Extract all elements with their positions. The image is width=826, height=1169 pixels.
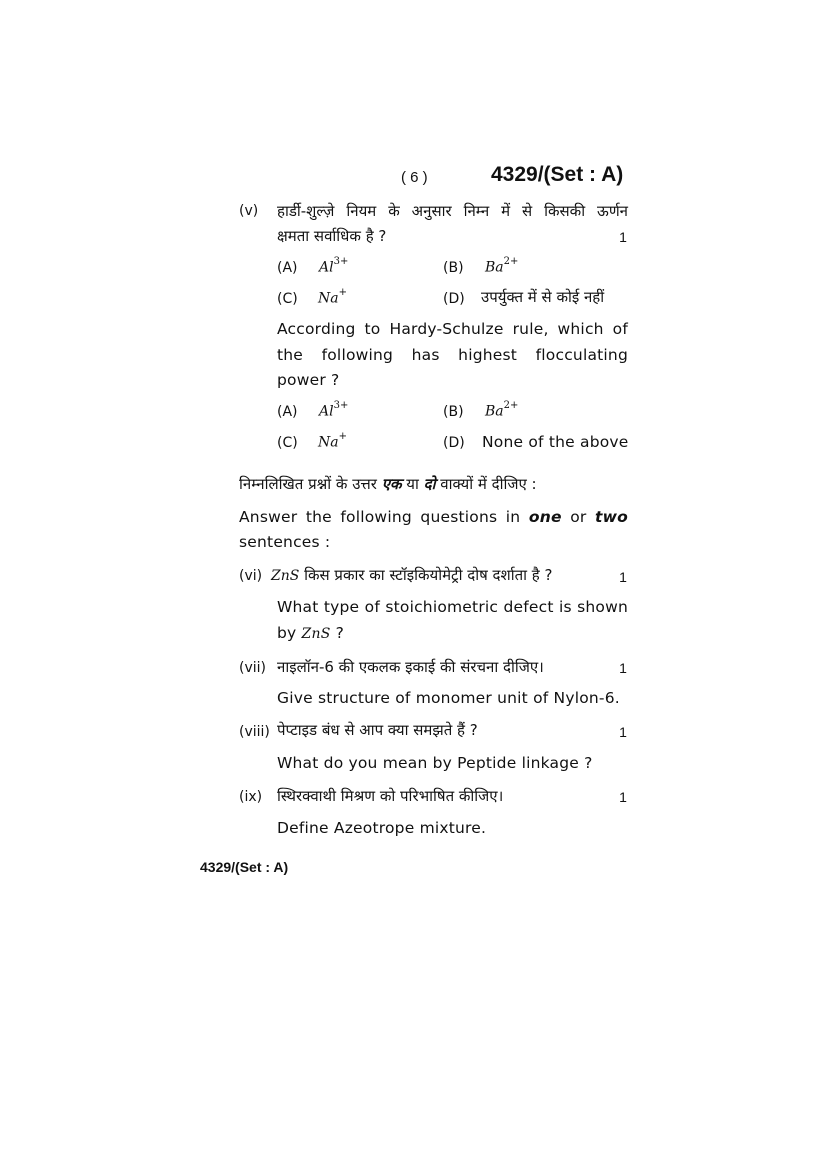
question-text-english: power ? <box>277 371 340 389</box>
marks: 1 <box>619 724 627 740</box>
option-label: (A) <box>277 260 298 276</box>
instruction-english: sentences : <box>239 533 331 551</box>
option-value: Na+ <box>318 287 347 307</box>
question-text-hindi: हार्डी-शुल्ज़े नियम के अनुसार निम्न में से किसकी ऊर्णन <box>277 202 628 220</box>
page-number: ( 6 ) <box>401 169 428 186</box>
question-text-english: According to Hardy-Schulze rule, which of <box>277 320 628 338</box>
question-number: (vi) <box>239 568 263 584</box>
option-value: $Ba^{2+}$ <box>485 256 519 276</box>
question-number: (viii) <box>239 724 270 740</box>
question-text-english: Give structure of monomer unit of Nylon-6. <box>277 689 620 707</box>
marks: 1 <box>619 569 627 585</box>
question-text-hindi: क्षमता सर्वाधिक है ? <box>277 227 387 245</box>
question-text-hindi: ZnS किस प्रकार का स्टॉइकियोमेट्री दोष दर्शाता है ? <box>271 566 553 584</box>
option-label: (C) <box>277 435 298 451</box>
question-text-english: by ZnS ? <box>277 624 345 642</box>
option-value: Na+ <box>318 431 347 451</box>
option-label: (D) <box>443 435 465 451</box>
question-number: (ix) <box>239 789 263 805</box>
option-label: (A) <box>277 404 298 420</box>
paper-code-header: 4329/(Set : A) <box>491 163 624 186</box>
question-number: (v) <box>239 203 259 219</box>
option-value: None of the above <box>482 433 629 451</box>
question-text-english: What type of stoichiometric defect is shown <box>277 598 628 616</box>
question-text-english: Define Azeotrope mixture. <box>277 819 487 837</box>
option-value: $Al^{3+}$ <box>319 256 349 276</box>
option-label: (B) <box>443 260 464 276</box>
option-value: $Al^{3+}$ <box>319 400 349 420</box>
question-number: (vii) <box>239 660 266 676</box>
marks: 1 <box>619 660 627 676</box>
option-value: उपर्युक्त में से कोई नहीं <box>481 288 605 306</box>
instruction-english: Answer the following questions in one or two <box>239 508 628 526</box>
question-text-hindi: नाइलॉन-6 की एकलक इकाई की संरचना दीजिए। <box>277 658 544 676</box>
question-text-english: What do you mean by Peptide linkage ? <box>277 754 593 772</box>
option-label: (C) <box>277 291 298 307</box>
instruction-hindi: निम्नलिखित प्रश्नों के उत्तर एक या दो वाक्यों में दीजिए : <box>239 475 537 493</box>
marks: 1 <box>619 789 627 805</box>
marks: 1 <box>619 229 627 245</box>
option-value: $Ba^{2+}$ <box>485 400 519 420</box>
question-text-english: the following has highest flocculating <box>277 346 628 364</box>
question-text-hindi: स्थिरक्वाथी मिश्रण को परिभाषित कीजिए। <box>277 787 504 805</box>
option-label: (D) <box>443 291 465 307</box>
question-text-hindi: पेप्टाइड बंध से आप क्या समझते हैं ? <box>277 721 478 739</box>
paper-code-footer: 4329/(Set : A) <box>200 859 289 875</box>
option-label: (B) <box>443 404 464 420</box>
